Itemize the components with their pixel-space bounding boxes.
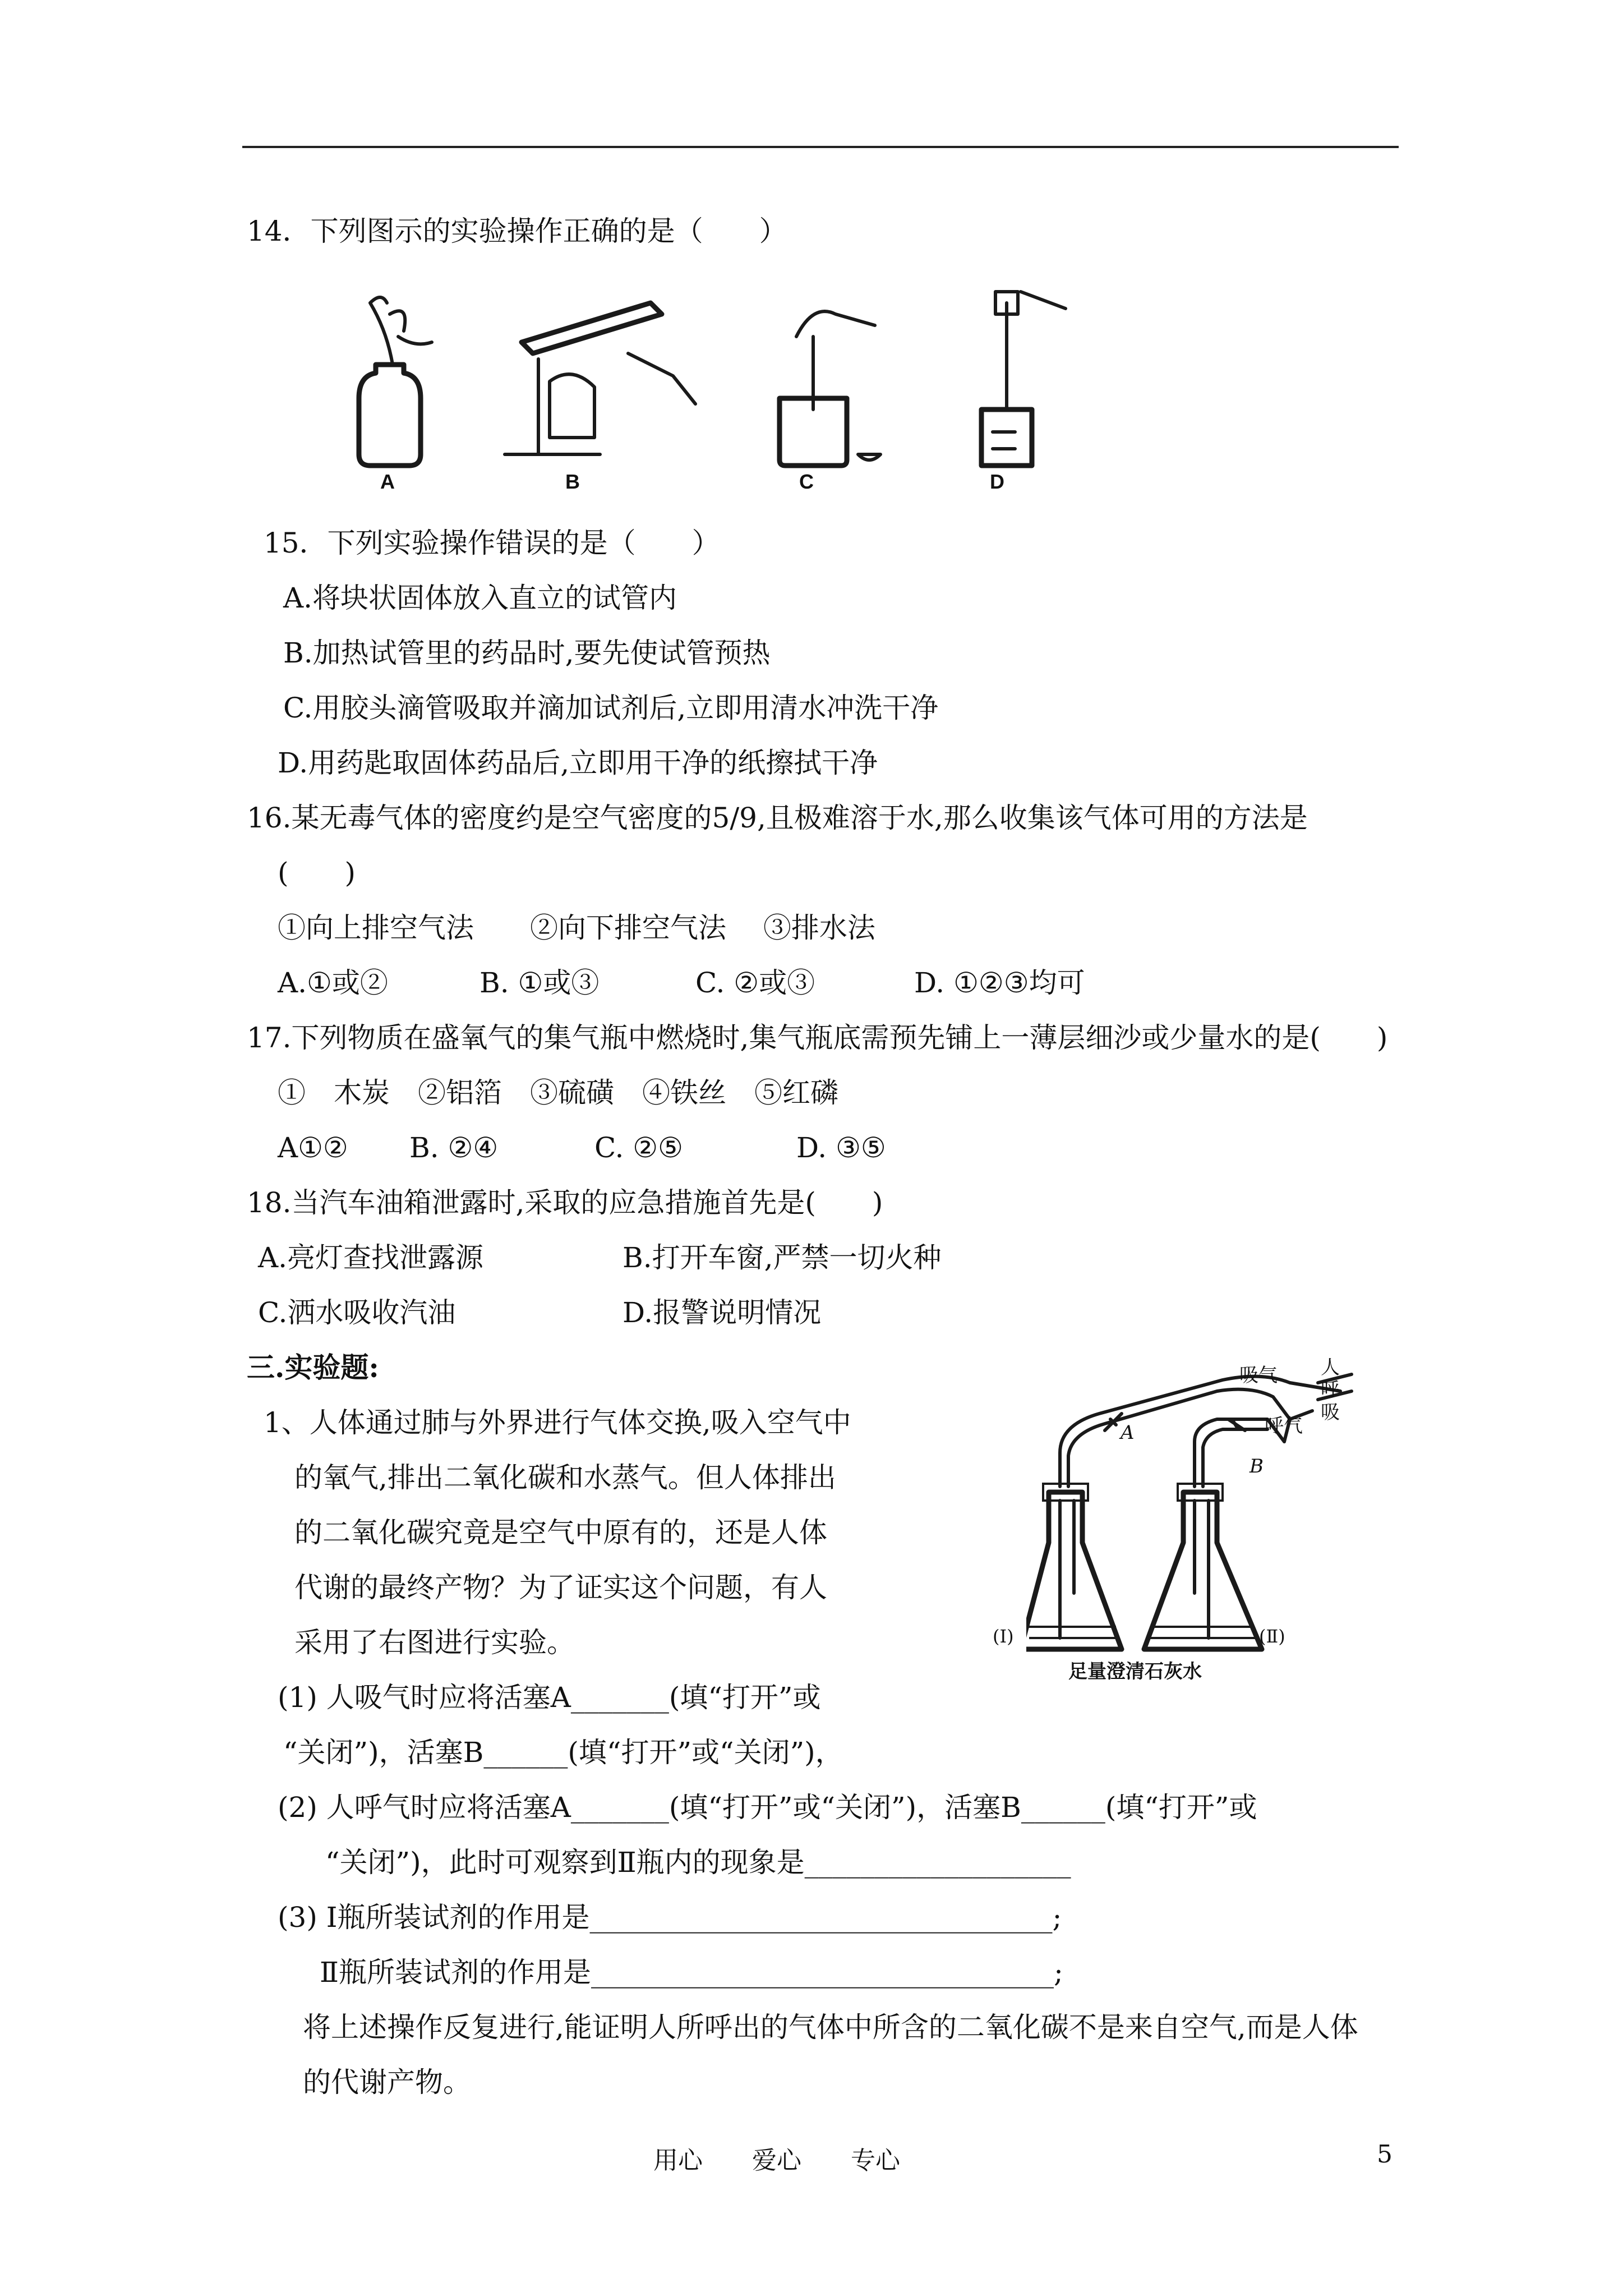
q16-option-a: A.①或② — [278, 967, 388, 999]
q15-stem: 15．下列实验操作错误的是（ ） — [264, 527, 720, 559]
label-bottle-1: (Ⅰ) — [993, 1626, 1014, 1647]
q17-option-b: B. ②④ — [409, 1131, 499, 1164]
q18-option-b: B.打开车窗,严禁一切火种 — [623, 1241, 942, 1274]
q17-option-d: D. ③⑤ — [796, 1131, 886, 1164]
q17-items: ① 木炭 ②铝箔 ③硫磺 ④铁丝 ⑤红磷 — [278, 1076, 838, 1109]
q1-part3-line-1: (3) Ⅰ瓶所装试剂的作用是_________________________________; — [278, 1901, 1062, 1934]
q1-intro-line-2: 的氧气,排出二氧化碳和水蒸气。但人体排出 — [294, 1461, 836, 1494]
q14-label-d: D — [990, 470, 1004, 493]
label-person-3: 吸 — [1321, 1401, 1340, 1424]
q17-option-c: C. ②⑤ — [594, 1131, 683, 1164]
q1-intro-line-3: 的二氧化碳究竟是空气中原有的，还是人体 — [294, 1516, 827, 1549]
q16-methods: ①向上排空气法 ②向下排空气法 ③排水法 — [278, 912, 875, 944]
q1-conclusion-line-2: 的代谢产物。 — [303, 2066, 471, 2099]
label-person-2: 呼 — [1321, 1379, 1340, 1401]
q18-stem: 18.当汽车油箱泄露时,采取的应急措施首先是( ) — [247, 1186, 883, 1219]
q16-option-c: C. ②或③ — [695, 967, 815, 999]
label-valve-a: A — [1121, 1421, 1135, 1444]
section3-heading: 三.实验题: — [247, 1351, 379, 1384]
q15-option-a: A.将块状固体放入直立的试管内 — [283, 582, 677, 614]
breathing-apparatus-figure — [1026, 1358, 1419, 1672]
q15-option-c: C.用胶头滴管吸取并滴加试剂后,立即用清水冲洗干净 — [283, 692, 939, 724]
q15-option-b: B.加热试管里的药品时,要先使试管预热 — [283, 637, 771, 669]
q1-part3-line-2: Ⅱ瓶所装试剂的作用是_________________________________; — [320, 1956, 1063, 1989]
label-person-1: 人 — [1321, 1356, 1340, 1379]
footer-motto: 用心 爱心 专心 — [653, 2146, 900, 2175]
q16-option-d: D. ①②③均可 — [914, 967, 1085, 999]
q1-intro-line-1: 1、人体通过肺与外界进行气体交换,吸入空气中 — [264, 1406, 851, 1439]
q1-intro-line-5: 采用了右图进行实验。 — [294, 1626, 575, 1659]
q14-label-a: A — [380, 470, 395, 493]
q1-part1-line-2: “关闭”)，活塞B______(填“打开”或“关闭”)， — [283, 1736, 843, 1769]
q16-option-b: B. ①或③ — [479, 967, 600, 999]
q1-part2-line-2: “关闭”)，此时可观察到Ⅱ瓶内的现象是___________________ — [325, 1846, 1071, 1879]
header-rule — [242, 146, 1399, 148]
label-bottle-2: (Ⅱ) — [1259, 1626, 1285, 1647]
q17-stem: 17.下列物质在盛氧气的集气瓶中燃烧时,集气瓶底需预先铺上一薄层细沙或少量水的是( ) — [247, 1022, 1388, 1054]
q16-paren: ( ) — [278, 857, 356, 889]
q17-option-a: A①② — [278, 1131, 348, 1164]
q14-figure — [336, 269, 1122, 505]
q18-option-d: D.报警说明情况 — [623, 1296, 822, 1329]
q1-part2-line-1: (2) 人呼气时应将活塞A_______(填“打开”或“关闭”)，活塞B______(填“打开”或 — [278, 1791, 1257, 1824]
figure-a-bottle-icon — [359, 297, 432, 466]
q15-option-d: D.用药匙取固体药品后,立即用干净的纸擦拭干净 — [278, 747, 878, 779]
q18-option-a: A.亮灯查找泄露源 — [258, 1241, 484, 1274]
figure-c-dropper-icon — [780, 311, 880, 466]
q1-intro-line-4: 代谢的最终产物？为了证实这个问题，有人 — [294, 1571, 827, 1604]
label-exhale: 呼气 — [1265, 1415, 1303, 1437]
figure-caption: 足量澄清石灰水 — [1068, 1660, 1202, 1683]
label-inhale: 吸气 — [1239, 1364, 1278, 1387]
label-valve-b: B — [1249, 1455, 1264, 1478]
figure-d-cylinder-icon — [981, 292, 1066, 466]
q16-stem: 16.某无毒气体的密度约是空气密度的5/9,且极难溶于水,那么收集该气体可用的方法是 — [247, 802, 1308, 834]
q1-conclusion-line-1: 将上述操作反复进行,能证明人所呼出的气体中所含的二氧化碳不是来自空气,而是人体 — [303, 2011, 1358, 2044]
q14-label-b: B — [565, 470, 580, 493]
q14-label-c: C — [799, 470, 814, 493]
page-number: 5 — [1377, 2140, 1393, 2169]
q18-option-c: C.洒水吸收汽油 — [258, 1296, 456, 1329]
figure-b-heating-icon — [505, 303, 695, 454]
q1-part1-line-1: (1) 人吸气时应将活塞A_______(填“打开”或 — [278, 1681, 821, 1714]
q14-stem: 14．下列图示的实验操作正确的是（ ） — [247, 215, 787, 247]
